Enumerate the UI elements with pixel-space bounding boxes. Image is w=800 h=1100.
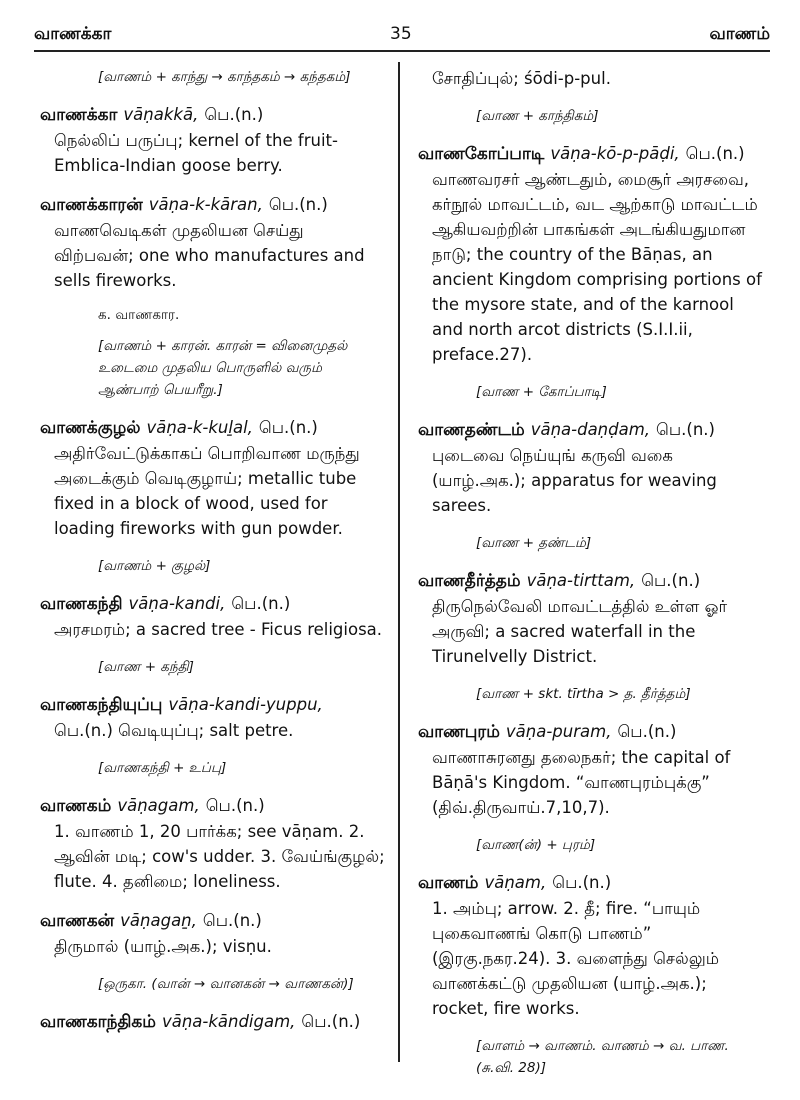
- left-column: [40, 66, 385, 1049]
- entry: [40, 793, 385, 894]
- definition: புடைவை நெய்யுங் கருவி வகை (யாழ்.அக.); apparatus for weaving sarees.: [432, 446, 717, 515]
- part-of-speech: பெ.(n.): [685, 144, 745, 163]
- headword: வாணதீர்த்தம்: [418, 571, 521, 591]
- transliteration: vāṇagam,: [117, 796, 200, 815]
- part-of-speech: பெ.(n.): [268, 195, 328, 214]
- column-divider: [398, 62, 400, 1062]
- definition: திருமால் (யாழ்.அக.); visṇu.: [54, 937, 272, 956]
- headword: வாணகாந்திகம்: [40, 1012, 156, 1032]
- transliteration: vāṇakkā,: [123, 105, 199, 124]
- entry: [40, 192, 385, 293]
- entry: [418, 141, 768, 367]
- definition: திருநெல்வேலி மாவட்டத்தில் உள்ள ஓர் அருவி; a sacred waterfall in the Tirunelvelly District.: [432, 597, 728, 666]
- headword: வாணகந்தி: [40, 594, 123, 614]
- definition: வாணாசுரனது தலைநகர்; the capital of Bāṇā's Kingdom. “வாணபுரம்புக்கு” (திவ்.திருவாய்.7,10,7).: [432, 748, 731, 817]
- page-header: [34, 22, 770, 52]
- etymology: [வாண + காந்திகம்]: [476, 108, 599, 124]
- transliteration: vāṇa-k-kuḻal,: [146, 418, 253, 437]
- headword: வாணம்: [418, 873, 479, 893]
- definition: அரசமரம்; a sacred tree - Ficus religiosa.: [54, 620, 383, 639]
- part-of-speech: பெ.(n.): [552, 873, 612, 892]
- headword: வாணகன்: [40, 911, 115, 931]
- entry: [418, 870, 768, 1021]
- part-of-speech: பெ.(n.): [617, 722, 677, 741]
- entry: [418, 417, 768, 518]
- entry: [40, 591, 385, 642]
- part-of-speech: பெ.(n.): [231, 594, 291, 613]
- transliteration: vāṇa-kāndigam,: [161, 1012, 296, 1031]
- entry: [40, 908, 385, 959]
- transliteration: vāṇam,: [484, 873, 547, 892]
- headword: வாணக்குழல்: [40, 418, 141, 438]
- part-of-speech: பெ.(n.): [301, 1012, 361, 1031]
- definition: வாணவரசர் ஆண்டதும், மைசூர் அரசவை, கர்நூல் மாவட்டம், வட ஆற்காடு மாவட்டம் ஆகியவற்றின் பாகங்கள் அடங்கியதுமான நாடு; the country of the Bāṇas, an ancient Kingdom comprising portions of the mysore state, and of the karnool and north arcot districts (S.I.I.ii, preface.27).: [432, 170, 762, 364]
- headword: வாணக்கா: [40, 105, 118, 125]
- etymology: [வாண + skt. tīrtha > த. தீர்த்தம்]: [476, 686, 691, 702]
- header-left-word: வாணக்கா: [34, 24, 112, 44]
- entry: [40, 102, 385, 178]
- etymology: [வாணகந்தி + உப்பு]: [98, 760, 227, 776]
- headword: வாணபுரம்: [418, 722, 500, 742]
- etymology: [வாணம் + காரன். காரன் = வினைமுதல் உடைமை முதலிய பொருளில் வரும் ஆண்பாற் பெயரீறு.]: [98, 338, 348, 398]
- cognate-note: க. வாணகார.: [98, 307, 180, 323]
- continued-definition: சோதிப்புல்; śōdi-p-pul.: [432, 69, 611, 88]
- etymology: [வாளம் → வாணம். வாணம் → வ. பாண. (சு.வி. 28)]: [476, 1038, 729, 1076]
- entry: [40, 692, 385, 743]
- entry: [418, 719, 768, 820]
- headword: வாணதண்டம்: [418, 420, 525, 440]
- definition: வாணவெடிகள் முதலியன செய்து விற்பவன்; one who manufactures and sells fireworks.: [54, 221, 365, 290]
- etymology: [வாண + கந்தி]: [98, 659, 194, 675]
- etymology: [வாணம் + காந்து → காந்தகம் → கந்தகம்]: [98, 69, 351, 85]
- definition: பெ.(n.) வெடியுப்பு; salt petre.: [54, 721, 294, 740]
- transliteration: vāṇa-daṇḍam,: [530, 420, 651, 439]
- etymology: [வாண + தண்டம்]: [476, 535, 592, 551]
- entry: [418, 568, 768, 669]
- definition: 1. வாணம் 1, 20 பார்க்க; see vāṇam. 2. ஆவின் மடி; cow's udder. 3. வேய்ங்குழல்; flute. 4. தனிமை; loneliness.: [54, 822, 385, 891]
- headword: வாணகந்தியுப்பு: [40, 695, 163, 715]
- entry: [40, 415, 385, 541]
- etymology: [வாண(ன்) + புரம்]: [476, 837, 596, 853]
- transliteration: vāṇagaṉ,: [120, 911, 197, 930]
- headword: வாணகோப்பாடி: [418, 144, 545, 164]
- part-of-speech: பெ.(n.): [205, 796, 265, 815]
- part-of-speech: பெ.(n.): [202, 911, 262, 930]
- transliteration: vāṇa-puram,: [505, 722, 612, 741]
- transliteration: vāṇa-kandi,: [128, 594, 226, 613]
- transliteration: vāṇa-tirttam,: [526, 571, 636, 590]
- part-of-speech: பெ.(n.): [258, 418, 318, 437]
- headword: வாணகம்: [40, 796, 112, 816]
- definition: அதிர்வேட்டுக்காகப் பொறிவாண மருந்து அடைக்கும் வெடிகுழாய்; metallic tube fixed in a block of wood, used for loading fireworks with gun powder.: [54, 444, 360, 538]
- part-of-speech: பெ.(n.): [204, 105, 264, 124]
- etymology: [வாணம் + குழல்]: [98, 558, 211, 574]
- transliteration: vāṇa-kō-p-pāḍi,: [550, 144, 680, 163]
- transliteration: vāṇa-k-kāran,: [148, 195, 263, 214]
- headword: வாணக்காரன்: [40, 195, 143, 215]
- entry: [40, 1009, 385, 1035]
- part-of-speech: பெ.(n.): [656, 420, 715, 439]
- right-column: [418, 66, 768, 1093]
- page-number: 35: [390, 24, 412, 44]
- definition: 1. அம்பு; arrow. 2. தீ; fire. “பாயும் புகைவாணங் கொடு பாணம்” (இரகு.நகர.24). 3. வளைந்து செல்லும் வாணக்கட்டு முதலியன (யாழ்.அக.); rocket, fire works.: [432, 899, 720, 1018]
- transliteration: vāṇa-kandi-yuppu,: [168, 695, 323, 714]
- part-of-speech: பெ.(n.): [641, 571, 701, 590]
- header-right-word: வாணம்: [709, 24, 770, 44]
- etymology: [ஒருகா. (வான் → வானகன் → வாணகன்)]: [98, 976, 354, 992]
- etymology: [வாண + கோப்பாடி]: [476, 384, 607, 400]
- definition: நெல்லிப் பருப்பு; kernel of the fruit-Emblica-Indian goose berry.: [54, 131, 338, 175]
